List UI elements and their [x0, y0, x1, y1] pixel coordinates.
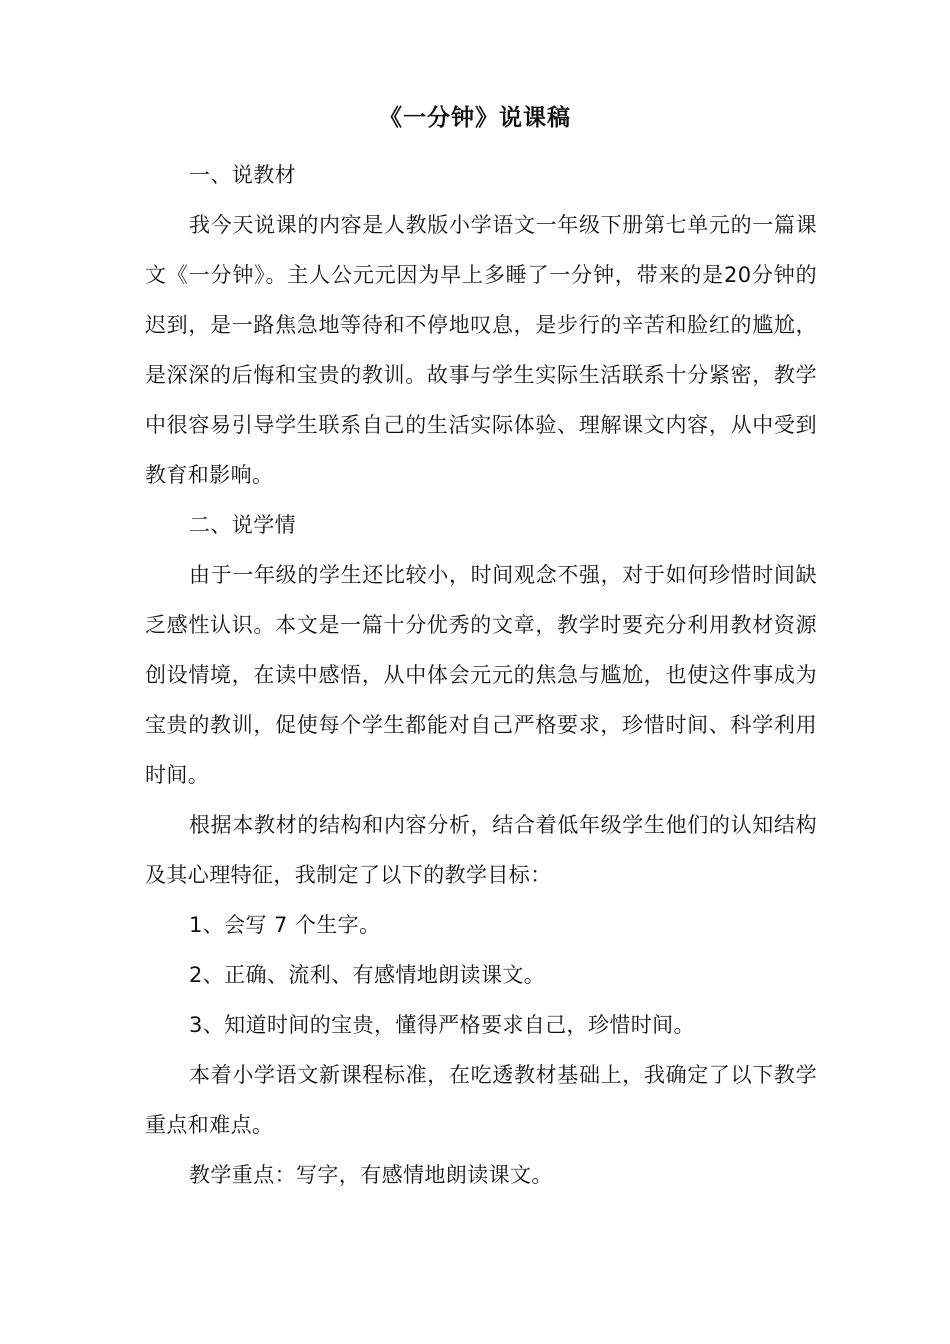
paragraph-objectives-intro: 根据本教材的结构和内容分析，结合着低年级学生他们的认知结构及其心理特征，我制定了以下的教学目标： — [145, 813, 817, 887]
paragraph-key-points: 教学重点：写字，有感情地朗读课文。 — [189, 1163, 553, 1187]
section-heading-teaching-material: 一、说教材 — [189, 163, 296, 187]
document-title: 《一分钟》说课稿 — [379, 105, 571, 131]
paragraph-learner-analysis: 由于一年级的学生还比较小，时间观念不强，对于如何珍惜时间缺乏感性认识。本文是一篇十分优秀的文章，教学时要充分利用教材资源创设情境，在读中感悟，从中体会元元的焦急与尴尬，也使这件事成为宝贵的教训，促使每个学生都能对自己严格要求，珍惜时间、科学利用时间。 — [145, 563, 817, 787]
objective-item-2: 2、正确、流利、有感情地朗读课文。 — [189, 963, 546, 987]
objective-item-1: 1、会写 7 个生字。 — [189, 913, 381, 937]
paragraph-key-points-intro: 本着小学语文新课程标准，在吃透教材基础上，我确定了以下教学重点和难点。 — [145, 1063, 817, 1137]
objective-item-3: 3、知道时间的宝贵，懂得严格要求自己，珍惜时间。 — [189, 1013, 695, 1037]
section-heading-learner-analysis: 二、说学情 — [189, 513, 296, 537]
document-body — [145, 150, 817, 1200]
paragraph-teaching-material: 我今天说课的内容是人教版小学语文一年级下册第七单元的一篇课文《一分钟》。主人公元元因为早上多睡了一分钟，带来的是20分钟的迟到，是一路焦急地等待和不停地叹息，是步行的辛苦和脸红的尴尬，是深深的后悔和宝贵的教训。故事与学生实际生活联系十分紧密，教学中很容易引导学生联系自己的生活实际体验、理解课文内容，从中受到教育和影响。 — [145, 213, 817, 487]
